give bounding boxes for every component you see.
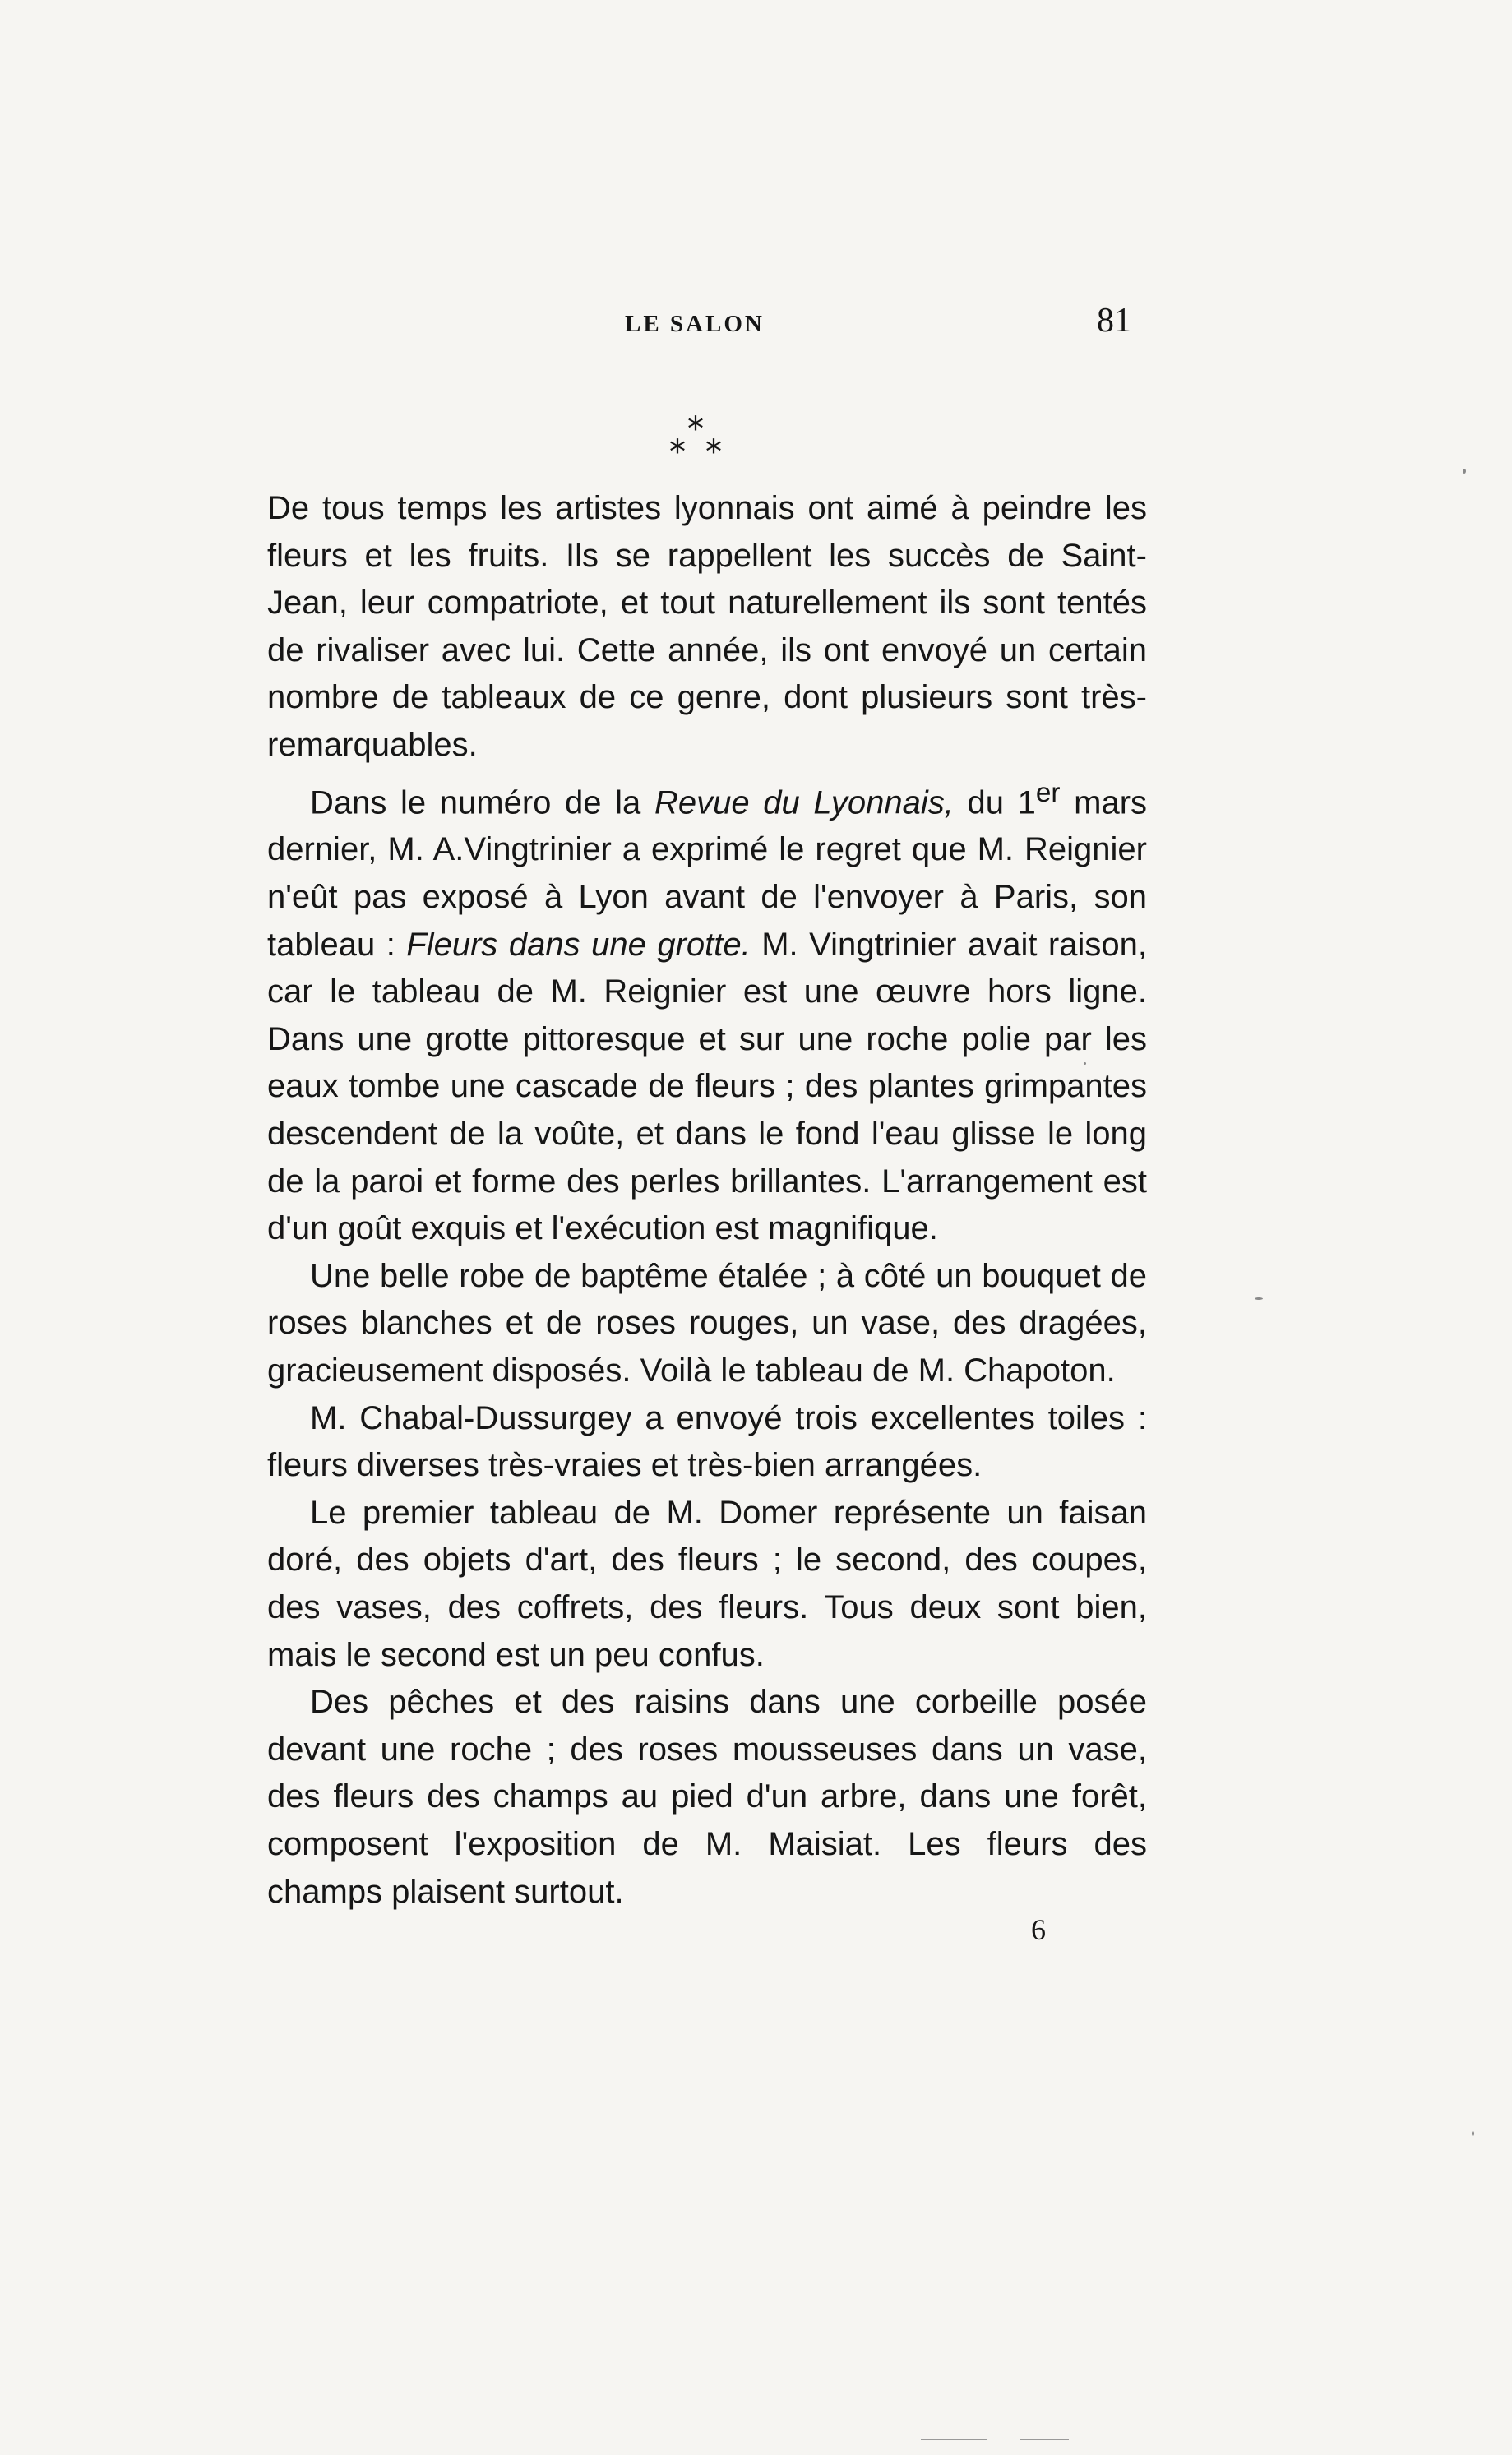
- asterism-star-left: *: [669, 433, 686, 471]
- page-number: 81: [1097, 302, 1131, 340]
- journal-title-italic: Revue du Lyonnais,: [654, 784, 954, 821]
- painting-title-italic: Fleurs dans une grotte.: [406, 926, 751, 963]
- signature-mark: 6: [1031, 1913, 1046, 1946]
- paragraph-6: Des pêches et des raisins dans une corbeille posée devant une roche ; des roses mousseuses dans un vase, des fleurs des champs au pied d'un arbre, dans une forêt, composent l'exposition de M. Maisiat. Les fleurs des champs plaisent surtout.: [267, 1684, 1147, 1910]
- asterism-star-top: *: [687, 410, 704, 448]
- paragraph-2-run: mars dernier, M. A.Vingtrinier a exprimé le regret que M. Reignier n'eût pas exposé à Lyon avant de l'envoyer à Paris, son tableau :: [267, 784, 1148, 963]
- paper-speck: [1463, 469, 1466, 474]
- paper-speck: [1255, 1297, 1263, 1300]
- paper-speck: [1084, 1062, 1086, 1065]
- bottom-edge-mark: [1020, 2439, 1069, 2440]
- paragraph-3: Une belle robe de baptême étalée ; à côté un bouquet de roses blanches et de roses rouges, un vase, des dragées, gracieusement disposés. Voilà le tableau de M. Chapoton.: [267, 1257, 1147, 1389]
- asterism-star-right: *: [705, 433, 722, 471]
- paragraph-2-run: du 1: [953, 784, 1036, 821]
- section-asterism: [664, 410, 730, 479]
- running-head: LE SALON: [625, 311, 765, 337]
- paragraph-1: De tous temps les artistes lyonnais ont aimé à peindre les fleurs et les fruits. Ils se rappellent les succès de Saint-Jean, leur compatriote, et tout naturellement ils sont tentés de rivaliser avec lui. Cette année, ils ont envoyé un certain nombre de tableaux de ce genre, dont plusieurs sont très-remarquables.: [267, 490, 1147, 763]
- paragraph-5: Le premier tableau de M. Domer représente un faisan doré, des objets d'art, des fleurs ; le second, des coupes, des vases, des coffrets, des fleurs. Tous deux sont bien, mais le second est un peu confus.: [267, 1494, 1147, 1673]
- paper-speck: [1472, 2131, 1474, 2136]
- bottom-edge-mark: [921, 2439, 987, 2440]
- paragraph-2: [267, 770, 1147, 1253]
- ordinal-superscript: er: [1035, 777, 1061, 808]
- paragraph-2-run: M. Vingtrinier avait raison, car le tableau de M. Reignier est une œuvre hors ligne. Dans une grotte pittoresque et sur une roche polie par les eaux tombe une cascade de fleurs ; des plantes grimpantes descendent de la voûte, et dans le fond l'eau glisse le long de la paroi et forme des perles brillantes. L'arrangement est d'un goût exquis et l'exécution est magnifique.: [267, 926, 1147, 1247]
- body-text: [267, 485, 1147, 1916]
- paragraph-2-run: Dans le numéro de la: [310, 784, 654, 821]
- paragraph-4: M. Chabal-Dussurgey a envoyé trois excellentes toiles : fleurs diverses très-vraies et très-bien arrangées.: [267, 1399, 1147, 1484]
